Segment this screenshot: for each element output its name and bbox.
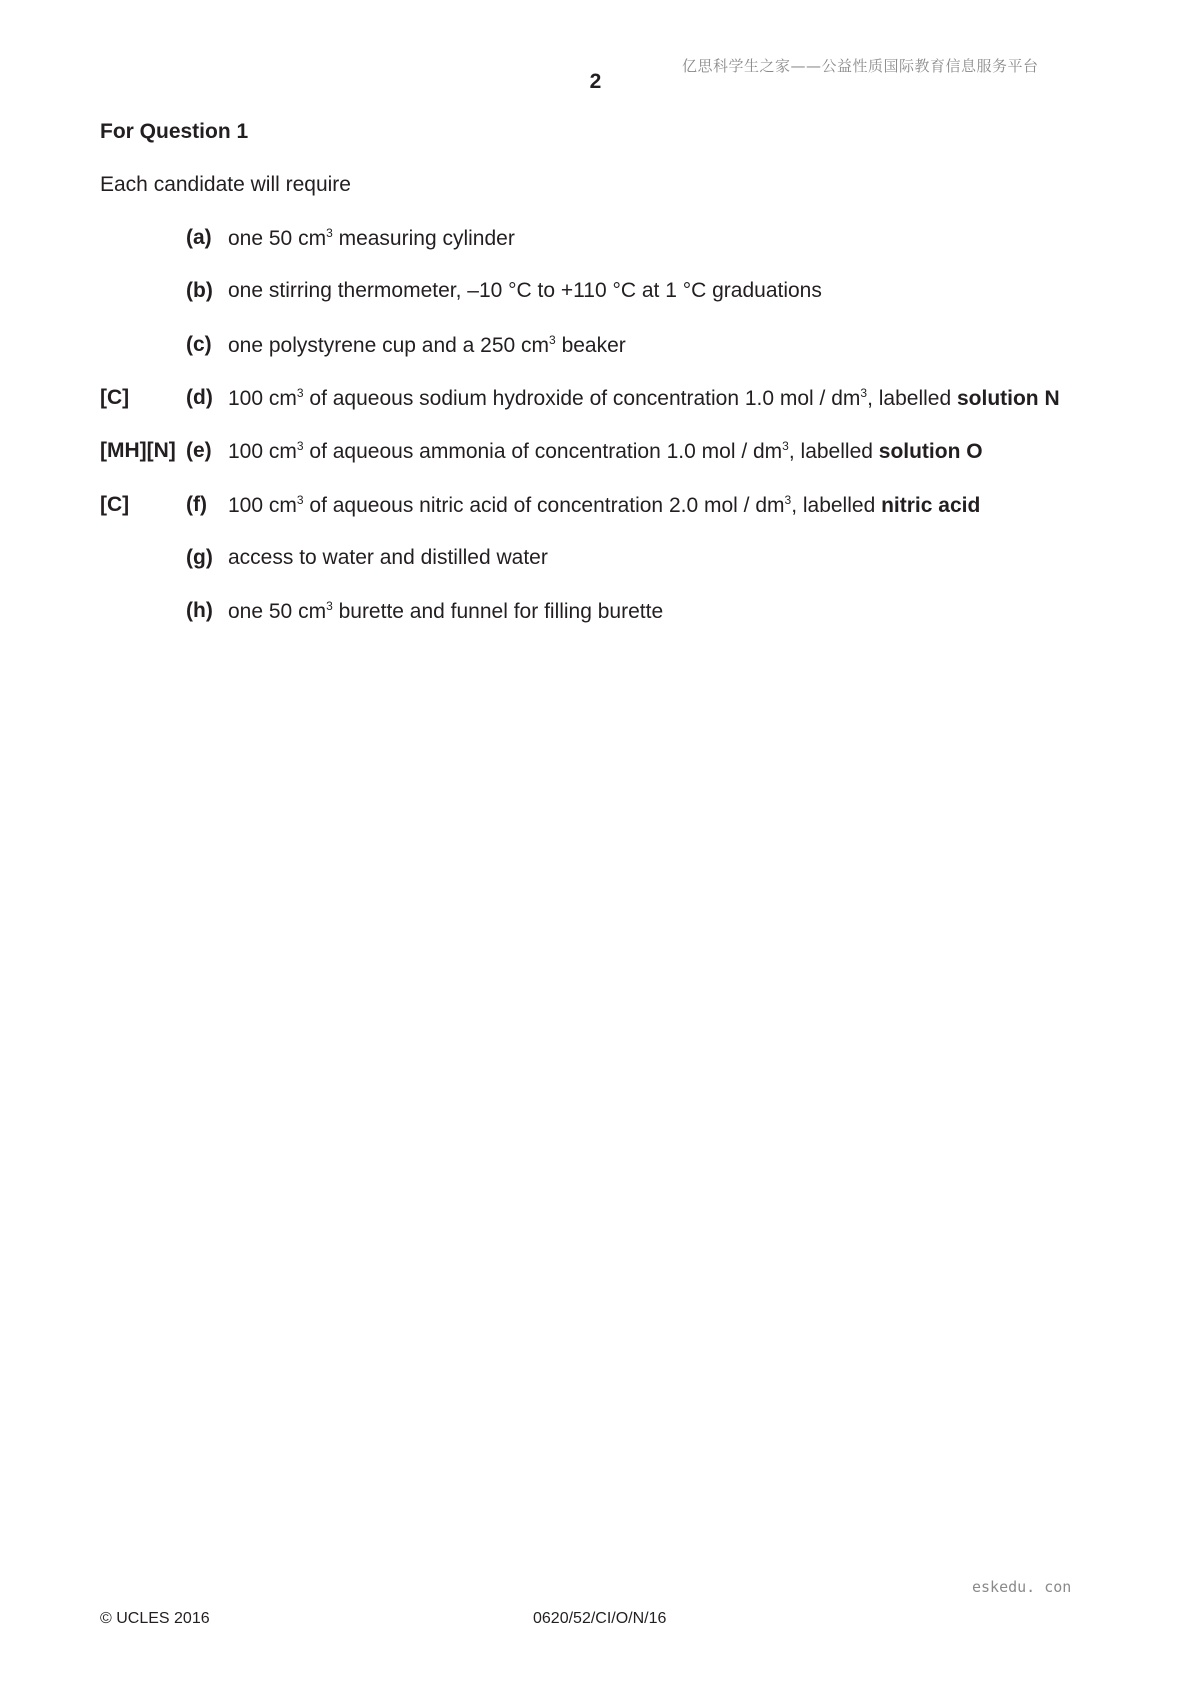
item-text: one stirring thermometer, –10 °C to +110 °C at 1 °C graduations bbox=[228, 279, 822, 302]
item-letter: (d) bbox=[186, 386, 213, 409]
list-item-d bbox=[0, 386, 1191, 416]
watermark-header: 亿思科学生之家——公益性质国际教育信息服务平台 bbox=[682, 57, 1039, 75]
item-letter: (f) bbox=[186, 493, 207, 516]
item-marker: [C] bbox=[100, 493, 130, 516]
watermark-footer: eskedu. con bbox=[972, 1578, 1072, 1596]
item-letter: (h) bbox=[186, 599, 213, 622]
item-letter: (a) bbox=[186, 226, 212, 249]
item-text: 100 $cm^3$ of aqueous sodium hydroxide of concentration 1.0 mol / $dm^3$, labelled solution N bbox=[228, 386, 1060, 410]
list-item-g bbox=[0, 546, 1191, 576]
paper-code-footer: 0620/52/CI/O/N/16 bbox=[533, 1610, 667, 1627]
list-item-c bbox=[0, 333, 1191, 363]
item-letter: (e) bbox=[186, 439, 212, 462]
list-item-b bbox=[0, 279, 1191, 309]
page-number: 2 bbox=[589, 70, 602, 93]
list-item-f bbox=[0, 493, 1191, 523]
intro-text: Each candidate will require bbox=[100, 173, 351, 196]
list-item-e bbox=[0, 439, 1191, 469]
item-letter: (b) bbox=[186, 279, 213, 302]
item-letter: (c) bbox=[186, 333, 212, 356]
item-text: one 50 $cm^3$ burette and funnel for filling burette bbox=[228, 599, 664, 623]
item-text: access to water and distilled water bbox=[228, 546, 548, 569]
item-text: one 50 $cm^3$ measuring cylinder bbox=[228, 226, 515, 250]
question-heading: For Question 1 bbox=[100, 120, 249, 143]
item-text: 100 $cm^3$ of aqueous ammonia of concentration 1.0 mol / $dm^3$, labelled solution O bbox=[228, 439, 983, 463]
item-text: 100 $cm^3$ of aqueous nitric acid of concentration 2.0 mol / $dm^3$, labelled nitric acid bbox=[228, 493, 981, 517]
item-text: one polystyrene cup and a 250 $cm^3$ beaker bbox=[228, 333, 626, 357]
item-letter: (g) bbox=[186, 546, 213, 569]
list-item-h bbox=[0, 599, 1191, 629]
list-item-a bbox=[0, 226, 1191, 256]
copyright-footer: © UCLES 2016 bbox=[100, 1610, 210, 1627]
item-marker: [C] bbox=[100, 386, 130, 409]
item-marker: [MH][N] bbox=[100, 439, 176, 462]
